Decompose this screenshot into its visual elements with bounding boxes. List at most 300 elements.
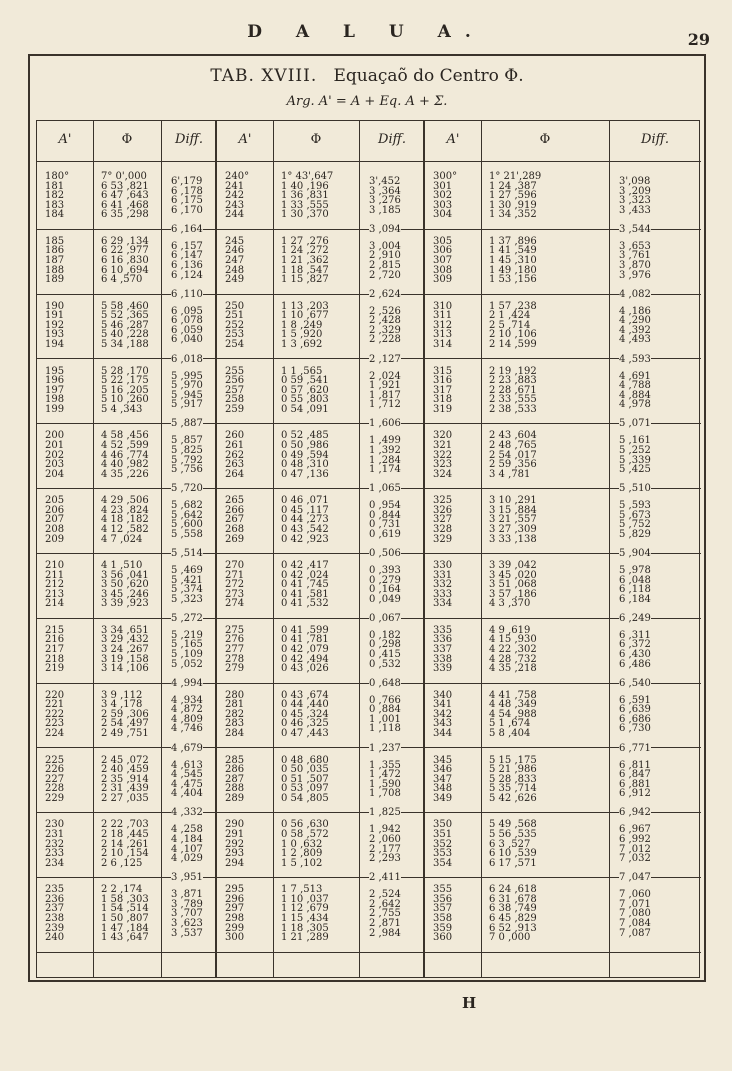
table-panel-3 bbox=[425, 121, 701, 977]
column-header-row bbox=[425, 121, 701, 162]
arg-value: 258 bbox=[225, 394, 245, 406]
phi-value: 4 23 ,824 bbox=[101, 504, 149, 516]
arg-value: 182 bbox=[45, 190, 65, 202]
diff-value: 0 ,164 bbox=[369, 584, 401, 596]
diff-value: 6 ,881 bbox=[619, 778, 651, 790]
arg-value: 226 bbox=[45, 764, 65, 776]
phi-value: 3 39 ,042 bbox=[489, 560, 537, 571]
table-block bbox=[217, 684, 423, 749]
phi-value: 4 52 ,599 bbox=[101, 439, 149, 451]
phi-value: 4 1 ,510 bbox=[101, 560, 143, 571]
table-block bbox=[425, 619, 701, 684]
arg-value: 318 bbox=[433, 394, 453, 406]
phi-value: 0 42 ,417 bbox=[281, 560, 329, 571]
arg-value: 303 bbox=[433, 199, 453, 211]
phi-value: 3 45 ,246 bbox=[101, 588, 149, 600]
arg-value: 286 bbox=[225, 764, 245, 776]
diff-value: 6 ,040 bbox=[171, 334, 203, 346]
diff-value: 5 ,792 bbox=[171, 454, 203, 466]
arg-value: 229 bbox=[45, 792, 65, 804]
arg-value: 193 bbox=[45, 329, 65, 341]
phi-value: 5 52 ,365 bbox=[101, 310, 149, 322]
phi-value: 2 10 ,106 bbox=[489, 329, 537, 341]
phi-value: 1° 43',647 bbox=[281, 171, 334, 182]
phi-value: 5 58 ,460 bbox=[101, 300, 149, 312]
phi-value: 4 48 ,349 bbox=[489, 699, 537, 711]
boundary-diff-value: 4 ,679 bbox=[171, 742, 203, 754]
phi-value: 1 53 ,156 bbox=[489, 274, 537, 286]
arg-value: 243 bbox=[225, 199, 245, 211]
phi-value: 6 45 ,829 bbox=[489, 912, 537, 924]
table-block bbox=[425, 424, 701, 489]
phi-value: 0 42 ,923 bbox=[281, 533, 329, 545]
arg-value: 232 bbox=[45, 838, 65, 850]
arg-value: 349 bbox=[433, 792, 453, 804]
diff-value: 3 ,707 bbox=[171, 908, 203, 920]
phi-value: 0 51 ,507 bbox=[281, 773, 329, 785]
arg-value: 322 bbox=[433, 449, 453, 461]
diff-value: 2 ,720 bbox=[369, 269, 401, 281]
table-block bbox=[217, 295, 423, 360]
arg-value: 223 bbox=[45, 718, 65, 730]
table-block bbox=[425, 360, 701, 425]
arg-value: 184 bbox=[45, 209, 65, 221]
arg-value: 264 bbox=[225, 468, 245, 480]
diff-value: 3 ,323 bbox=[619, 195, 651, 207]
table-number: TAB. XVIII. bbox=[210, 66, 318, 86]
arg-value: 266 bbox=[225, 504, 245, 516]
arg-value: 228 bbox=[45, 783, 65, 795]
phi-value: 2 45 ,072 bbox=[101, 754, 149, 766]
arg-value: 340 bbox=[433, 689, 453, 701]
diff-value: 3 ,185 bbox=[369, 204, 401, 216]
phi-value: 0 53 ,097 bbox=[281, 783, 329, 795]
arg-value: 330 bbox=[433, 560, 453, 571]
phi-value: 2 14 ,261 bbox=[101, 838, 149, 850]
arg-value: 257 bbox=[225, 384, 245, 396]
arg-value: 294 bbox=[225, 857, 245, 869]
diff-value: 5 ,642 bbox=[171, 509, 203, 521]
diff-value: 4 ,184 bbox=[171, 833, 203, 845]
phi-value: 2 33 ,555 bbox=[489, 394, 537, 406]
arg-value: 237 bbox=[45, 903, 65, 915]
phi-value: 0 57 ,620 bbox=[281, 384, 329, 396]
table-block bbox=[37, 684, 215, 749]
diff-value: 2 ,984 bbox=[369, 927, 401, 939]
phi-value: 4 35 ,218 bbox=[489, 663, 537, 675]
diff-value: 3 ,276 bbox=[369, 195, 401, 207]
phi-value: 0 43 ,674 bbox=[281, 689, 329, 701]
diff-value: 7 ,084 bbox=[619, 917, 651, 929]
phi-value: 2 27 ,035 bbox=[101, 792, 149, 804]
diff-value: 3 ,789 bbox=[171, 898, 203, 910]
arg-value: 359 bbox=[433, 922, 453, 934]
arg-value: 265 bbox=[225, 495, 245, 507]
phi-value: 1 8 ,249 bbox=[281, 319, 323, 331]
diff-value: 6 ,184 bbox=[619, 593, 651, 605]
arg-value: 314 bbox=[433, 339, 453, 351]
arg-value: 284 bbox=[225, 728, 245, 740]
diff-value: 6 ,157 bbox=[171, 240, 203, 252]
boundary-diff-value: 5 ,514 bbox=[171, 548, 203, 559]
diff-value: 6 ,811 bbox=[619, 759, 651, 771]
diff-value: 6 ,136 bbox=[171, 260, 203, 272]
phi-value: 1 10 ,677 bbox=[281, 310, 329, 322]
arg-value: 262 bbox=[225, 449, 245, 461]
arg-value: 347 bbox=[433, 773, 453, 785]
diff-value: 6 ,095 bbox=[171, 305, 203, 317]
phi-value: 6 24 ,618 bbox=[489, 884, 537, 896]
arg-value: 338 bbox=[433, 653, 453, 665]
diff-value: 7 ,012 bbox=[619, 843, 651, 855]
phi-value: 4 18 ,182 bbox=[101, 514, 149, 526]
arg-value: 277 bbox=[225, 644, 245, 656]
phi-value: 4 3 ,370 bbox=[489, 598, 531, 610]
phi-value: 4 28 ,732 bbox=[489, 653, 537, 665]
arg-value: 297 bbox=[225, 903, 245, 915]
column-header-arg: A' bbox=[58, 132, 72, 147]
arg-value: 316 bbox=[433, 375, 453, 387]
boundary-diff-value: 6 ,164 bbox=[171, 223, 203, 235]
phi-value: 2 31 ,439 bbox=[101, 783, 149, 795]
signature-mark: H bbox=[462, 994, 477, 1012]
arg-value: 196 bbox=[45, 375, 65, 387]
arg-value: 324 bbox=[433, 468, 453, 480]
diff-value: 6 ,048 bbox=[619, 574, 651, 586]
arg-value: 299 bbox=[225, 922, 245, 934]
phi-value: 1 24 ,272 bbox=[281, 245, 329, 257]
arg-value: 293 bbox=[225, 848, 245, 860]
arg-value: 187 bbox=[45, 255, 65, 267]
phi-value: 4 54 ,988 bbox=[489, 708, 537, 720]
arg-value: 321 bbox=[433, 439, 453, 451]
diff-value: 5 ,600 bbox=[171, 519, 203, 531]
diff-value: 2 ,177 bbox=[369, 843, 401, 855]
phi-value: 2 23 ,883 bbox=[489, 375, 537, 387]
arg-value: 238 bbox=[45, 912, 65, 924]
phi-value: 7° 0',000 bbox=[101, 171, 147, 182]
arg-value: 298 bbox=[225, 912, 245, 924]
table-block bbox=[37, 165, 215, 230]
arg-value: 252 bbox=[225, 319, 245, 331]
arg-value: 200 bbox=[45, 430, 65, 442]
phi-value: 2 19 ,192 bbox=[489, 365, 537, 377]
arg-value: 312 bbox=[433, 319, 453, 331]
phi-value: 2 43 ,604 bbox=[489, 430, 537, 442]
phi-value: 0 50 ,035 bbox=[281, 764, 329, 776]
diff-value: 5 ,673 bbox=[619, 509, 651, 521]
diff-value: 4 ,978 bbox=[619, 399, 651, 411]
boundary-diff-value: 1 ,825 bbox=[369, 807, 401, 819]
phi-value: 4 9 ,619 bbox=[489, 624, 531, 636]
phi-value: 3 57 ,186 bbox=[489, 588, 537, 600]
phi-value: 0 58 ,572 bbox=[281, 828, 329, 840]
phi-value: 1 18 ,305 bbox=[281, 922, 329, 934]
phi-value: 3 4 ,781 bbox=[489, 468, 531, 480]
diff-value: 3 ,976 bbox=[619, 269, 651, 281]
phi-value: 1 5 ,920 bbox=[281, 329, 323, 341]
phi-value: 4 12 ,582 bbox=[101, 523, 149, 535]
phi-value: 0 47 ,136 bbox=[281, 468, 329, 480]
arg-value: 343 bbox=[433, 718, 453, 730]
diff-value: 1 ,590 bbox=[369, 778, 401, 790]
arg-value: 320 bbox=[433, 430, 453, 442]
boundary-diff-value: 2 ,624 bbox=[369, 288, 401, 300]
phi-value: 3 4 ,178 bbox=[101, 699, 143, 711]
diff-value: 5 ,978 bbox=[619, 565, 651, 576]
arg-value: 311 bbox=[433, 310, 453, 322]
arg-value: 285 bbox=[225, 754, 245, 766]
diff-value: 6 ,847 bbox=[619, 769, 651, 781]
diff-value: 0 ,182 bbox=[369, 629, 401, 641]
phi-value: 3 21 ,557 bbox=[489, 514, 537, 526]
arg-value: 310 bbox=[433, 300, 453, 312]
arg-value: 288 bbox=[225, 783, 245, 795]
phi-value: 2 54 ,017 bbox=[489, 449, 537, 461]
phi-value: 3 45 ,020 bbox=[489, 569, 537, 581]
phi-value: 5 4 ,343 bbox=[101, 403, 143, 415]
diff-value: 4 ,392 bbox=[619, 324, 651, 336]
boundary-diff-value: 6 ,540 bbox=[619, 677, 651, 689]
phi-value: 2 6 ,125 bbox=[101, 857, 143, 869]
diff-value: 5 ,752 bbox=[619, 519, 651, 531]
phi-value: 1 37 ,896 bbox=[489, 235, 537, 247]
arg-value: 191 bbox=[45, 310, 65, 322]
phi-value: 0 52 ,485 bbox=[281, 430, 329, 442]
arg-value: 291 bbox=[225, 828, 245, 840]
diff-value: 5 ,857 bbox=[171, 435, 203, 447]
arg-value: 296 bbox=[225, 893, 245, 905]
phi-value: 0 44 ,440 bbox=[281, 699, 329, 711]
phi-value: 2 54 ,497 bbox=[101, 718, 149, 730]
arg-value: 333 bbox=[433, 588, 453, 600]
arg-value: 198 bbox=[45, 394, 65, 406]
table-frame bbox=[28, 54, 706, 982]
phi-value: 2 22 ,703 bbox=[101, 819, 149, 831]
arg-value: 319 bbox=[433, 403, 453, 415]
phi-value: 0 42 ,494 bbox=[281, 653, 329, 665]
arg-value: 304 bbox=[433, 209, 453, 221]
column-header-diff: Diff. bbox=[641, 132, 669, 147]
arg-value: 345 bbox=[433, 754, 453, 766]
diff-value: 7 ,071 bbox=[619, 898, 651, 910]
table-block bbox=[217, 619, 423, 684]
arg-value: 242 bbox=[225, 190, 245, 202]
phi-value: 2 35 ,914 bbox=[101, 773, 149, 785]
table-block bbox=[425, 813, 701, 878]
arg-value: 247 bbox=[225, 255, 245, 267]
table-panel-1 bbox=[37, 121, 217, 977]
diff-value: 5 ,829 bbox=[619, 528, 651, 540]
diff-value: 6',179 bbox=[171, 176, 203, 187]
arg-value: 194 bbox=[45, 339, 65, 351]
arg-value: 231 bbox=[45, 828, 65, 840]
boundary-diff-value: 4 ,082 bbox=[619, 288, 651, 300]
phi-value: 1 27 ,596 bbox=[489, 190, 537, 202]
boundary-diff-value: 5 ,510 bbox=[619, 483, 651, 495]
phi-value: 6 3 ,527 bbox=[489, 838, 531, 850]
diff-value: 5 ,593 bbox=[619, 500, 651, 512]
arg-value: 217 bbox=[45, 644, 65, 656]
boundary-diff-value: 5 ,887 bbox=[171, 418, 203, 430]
phi-value: 0 49 ,594 bbox=[281, 449, 329, 461]
boundary-diff-value: 1 ,237 bbox=[369, 742, 401, 754]
diff-value: 4 ,613 bbox=[171, 759, 203, 771]
arg-value: 236 bbox=[45, 893, 65, 905]
phi-value: 1 10 ,037 bbox=[281, 893, 329, 905]
phi-value: 5 16 ,205 bbox=[101, 384, 149, 396]
arg-value: 251 bbox=[225, 310, 245, 322]
arg-value: 249 bbox=[225, 274, 245, 286]
diff-value: 6 ,730 bbox=[619, 723, 651, 735]
phi-value: 6 22 ,977 bbox=[101, 245, 149, 257]
diff-value: 2 ,428 bbox=[369, 315, 401, 327]
arg-value: 210 bbox=[45, 560, 65, 571]
boundary-diff-value: 3 ,951 bbox=[171, 872, 203, 884]
table-block bbox=[37, 813, 215, 878]
diff-value: 6 ,178 bbox=[171, 185, 203, 197]
arg-value: 240° bbox=[225, 171, 250, 182]
phi-value: 5 28 ,170 bbox=[101, 365, 149, 377]
phi-value: 1 36 ,831 bbox=[281, 190, 329, 202]
arg-value: 203 bbox=[45, 459, 65, 471]
phi-value: 6 35 ,298 bbox=[101, 209, 149, 221]
phi-value: 5 42 ,626 bbox=[489, 792, 537, 804]
table-block bbox=[425, 165, 701, 230]
diff-value: 1 ,001 bbox=[369, 713, 401, 725]
phi-value: 5 22 ,175 bbox=[101, 375, 149, 387]
arg-value: 214 bbox=[45, 598, 65, 610]
arg-value: 274 bbox=[225, 598, 245, 610]
phi-value: 0 47 ,443 bbox=[281, 728, 329, 740]
phi-value: 4 40 ,982 bbox=[101, 459, 149, 471]
column-header-phi: Φ bbox=[310, 132, 322, 147]
phi-value: 4 15 ,930 bbox=[489, 634, 537, 646]
diff-value: 1 ,921 bbox=[369, 380, 401, 392]
diff-value: 6 ,372 bbox=[619, 639, 651, 651]
table-block bbox=[37, 489, 215, 554]
diff-value: 4 ,788 bbox=[619, 380, 651, 392]
diff-value: 5 ,995 bbox=[171, 370, 203, 382]
phi-value: 1 2 ,809 bbox=[281, 848, 323, 860]
diff-value: 3',098 bbox=[619, 176, 651, 187]
phi-value: 6 4 ,570 bbox=[101, 274, 143, 286]
diff-value: 3',452 bbox=[369, 176, 401, 187]
table-block bbox=[217, 878, 423, 953]
table-block bbox=[217, 489, 423, 554]
arg-value: 256 bbox=[225, 375, 245, 387]
arg-value: 205 bbox=[45, 495, 65, 507]
diff-value: 6 ,124 bbox=[171, 269, 203, 281]
arg-value: 181 bbox=[45, 180, 65, 192]
boundary-diff-value: 0 ,648 bbox=[369, 677, 401, 689]
column-header-arg: A' bbox=[446, 132, 460, 147]
table-block bbox=[37, 360, 215, 425]
phi-value: 6 29 ,134 bbox=[101, 235, 149, 247]
phi-value: 0 41 ,781 bbox=[281, 634, 329, 646]
column-header-row bbox=[217, 121, 423, 162]
phi-value: 0 43 ,026 bbox=[281, 663, 329, 675]
diff-value: 6 ,175 bbox=[171, 195, 203, 207]
diff-value: 1 ,472 bbox=[369, 769, 401, 781]
boundary-diff-value: 7 ,047 bbox=[619, 872, 651, 884]
diff-value: 7 ,087 bbox=[619, 927, 651, 939]
table-argument: Arg. A' = A + Eq. A + Σ. bbox=[286, 94, 448, 109]
arg-value: 344 bbox=[433, 728, 453, 740]
diff-value: 6 ,430 bbox=[619, 649, 651, 661]
arg-value: 186 bbox=[45, 245, 65, 257]
arg-value: 351 bbox=[433, 828, 453, 840]
diff-value: 3 ,623 bbox=[171, 917, 203, 929]
table-block bbox=[425, 554, 701, 619]
diff-value: 5 ,109 bbox=[171, 649, 203, 661]
table-block bbox=[425, 749, 701, 814]
diff-value: 0 ,279 bbox=[369, 574, 401, 586]
diff-value: 0 ,415 bbox=[369, 649, 401, 661]
arg-value: 230 bbox=[45, 819, 65, 831]
diff-value: 5 ,425 bbox=[619, 464, 651, 476]
arg-value: 195 bbox=[45, 365, 65, 377]
column-header-phi: Φ bbox=[121, 132, 133, 147]
arg-value: 336 bbox=[433, 634, 453, 646]
phi-value: 0 46 ,071 bbox=[281, 495, 329, 507]
phi-value: 5 46 ,287 bbox=[101, 319, 149, 331]
phi-value: 1 0 ,632 bbox=[281, 838, 323, 850]
phi-value: 4 41 ,758 bbox=[489, 689, 537, 701]
diff-value: 2 ,228 bbox=[369, 334, 401, 346]
phi-value: 1 41 ,549 bbox=[489, 245, 537, 257]
phi-value: 1 21 ,289 bbox=[281, 932, 329, 944]
boundary-diff-value: 4 ,332 bbox=[171, 807, 203, 819]
arg-value: 260 bbox=[225, 430, 245, 442]
diff-value: 5 ,421 bbox=[171, 574, 203, 586]
phi-value: 4 46 ,774 bbox=[101, 449, 149, 461]
phi-value: 0 45 ,324 bbox=[281, 708, 329, 720]
phi-value: 3 9 ,112 bbox=[101, 689, 143, 701]
arg-value: 275 bbox=[225, 624, 245, 636]
diff-value: 1 ,118 bbox=[369, 723, 401, 735]
boundary-diff-value: 1 ,606 bbox=[369, 418, 401, 430]
phi-value: 6 10 ,694 bbox=[101, 264, 149, 276]
diff-value: 6 ,118 bbox=[619, 584, 651, 596]
phi-value: 4 22 ,302 bbox=[489, 644, 537, 656]
diff-value: 4 ,545 bbox=[171, 769, 203, 781]
table-grid bbox=[36, 120, 700, 978]
arg-value: 269 bbox=[225, 533, 245, 545]
diff-value: 2 ,060 bbox=[369, 833, 401, 845]
diff-value: 0 ,049 bbox=[369, 593, 401, 605]
arg-value: 204 bbox=[45, 468, 65, 480]
phi-value: 5 56 ,535 bbox=[489, 828, 537, 840]
arg-value: 300° bbox=[433, 171, 458, 182]
diff-value: 4 ,107 bbox=[171, 843, 203, 855]
phi-value: 1 40 ,196 bbox=[281, 180, 329, 192]
boundary-diff-value: 5 ,071 bbox=[619, 418, 651, 430]
arg-value: 206 bbox=[45, 504, 65, 516]
phi-value: 2 28 ,671 bbox=[489, 384, 537, 396]
diff-value: 6 ,311 bbox=[619, 629, 651, 641]
diff-value: 5 ,165 bbox=[171, 639, 203, 651]
arg-value: 273 bbox=[225, 588, 245, 600]
phi-value: 1 1 ,565 bbox=[281, 365, 323, 377]
arg-value: 360 bbox=[433, 932, 453, 944]
arg-value: 261 bbox=[225, 439, 245, 451]
arg-value: 281 bbox=[225, 699, 245, 711]
diff-value: 4 ,884 bbox=[619, 389, 651, 401]
table-panel-2 bbox=[217, 121, 425, 977]
arg-value: 313 bbox=[433, 329, 453, 341]
phi-value: 2 2 ,174 bbox=[101, 884, 143, 896]
